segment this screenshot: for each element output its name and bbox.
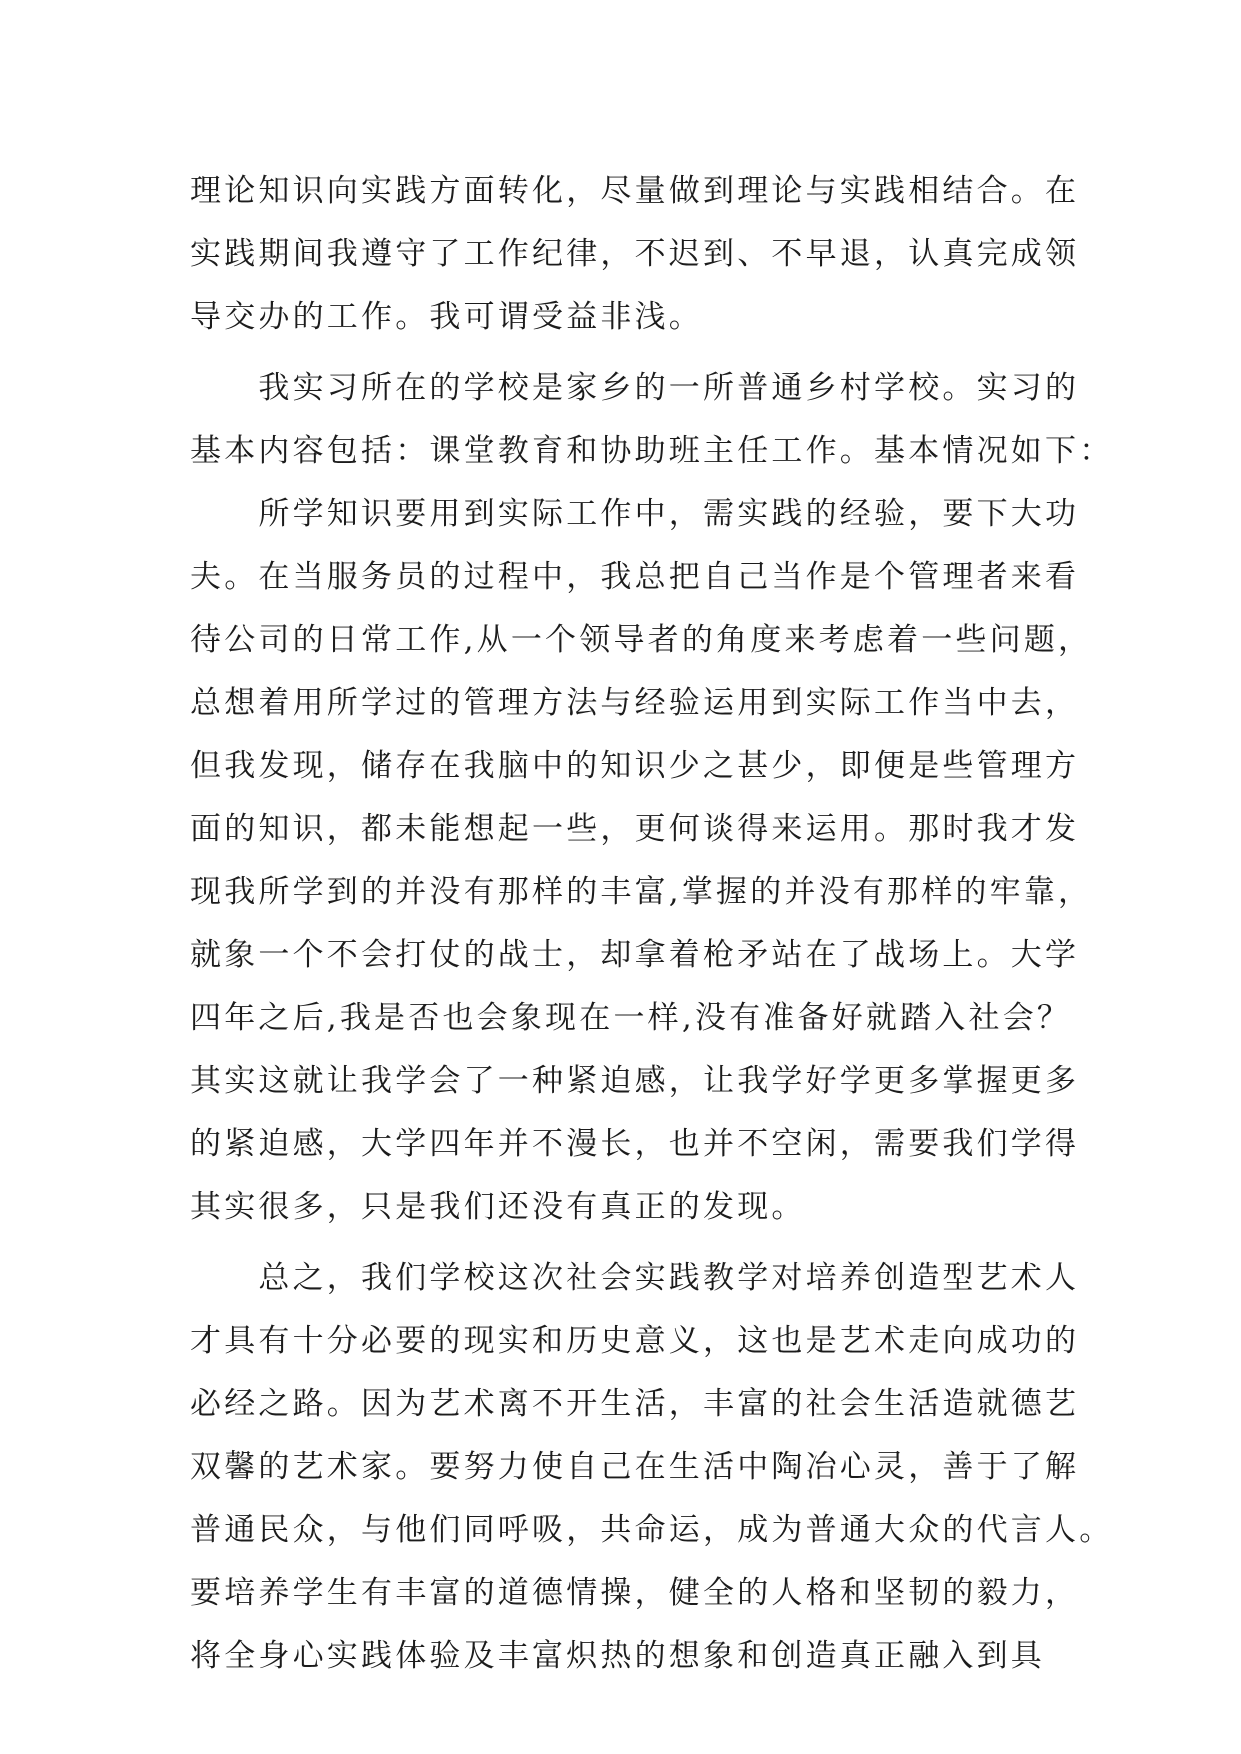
text-line: 的紧迫感，大学四年并不漫长，也并不空闲，需要我们学得 [190,1126,1080,1162]
text-line: 其实这就让我学会了一种紧迫感，让我学好学更多掌握更多 [190,1063,1080,1099]
text-line: 导交办的工作。我可谓受益非浅。 [190,299,703,335]
text-line: 我实习所在的学校是家乡的一所普通乡村学校。实习的 [190,370,1080,406]
document-body [190,160,1114,1688]
text-line: 双馨的艺术家。要努力使自己在生活中陶冶心灵，善于了解 [190,1449,1080,1485]
text-line: 四年之后,我是否也会象现在一样,没有准备好就踏入社会？ [190,1000,1072,1036]
text-line: 总想着用所学过的管理方法与经验运用到实际工作当中去， [190,685,1080,721]
text-line: 待公司的日常工作,从一个领导者的角度来考虑着一些问题， [190,622,1093,658]
text-line: 基本内容包括：课堂教育和协助班主任工作。基本情况如下： [190,433,1114,469]
text-line: 理论知识向实践方面转化，尽量做到理论与实践相结合。在 [190,173,1080,209]
text-line: 普通民众，与他们同呼吸，共命运，成为普通大众的代言人。 [190,1512,1114,1548]
text-line: 所学知识要用到实际工作中，需实践的经验，要下大功 [190,496,1080,532]
text-line: 总之，我们学校这次社会实践教学对培养创造型艺术人 [190,1260,1080,1296]
text-line: 就象一个不会打仗的战士，却拿着枪矛站在了战场上。大学 [190,937,1080,973]
text-line: 必经之路。因为艺术离不开生活，丰富的社会生活造就德艺 [190,1386,1080,1422]
text-line: 现我所学到的并没有那样的丰富,掌握的并没有那样的牢靠， [190,874,1093,910]
text-line: 才具有十分必要的现实和历史意义，这也是艺术走向成功的 [190,1323,1080,1359]
text-line: 但我发现，储存在我脑中的知识少之甚少，即便是些管理方 [190,748,1080,784]
text-line: 将全身心实践体验及丰富炽热的想象和创造真正融入到具 [190,1638,1045,1674]
text-line: 面的知识，都未能想起一些，更何谈得来运用。那时我才发 [190,811,1080,847]
text-line: 要培养学生有丰富的道德情操，健全的人格和坚韧的毅力， [190,1575,1080,1611]
text-line: 实践期间我遵守了工作纪律，不迟到、不早退，认真完成领 [190,236,1080,272]
text-line: 夫。在当服务员的过程中，我总把自己当作是个管理者来看 [190,559,1080,595]
text-line: 其实很多，只是我们还没有真正的发现。 [190,1189,806,1225]
